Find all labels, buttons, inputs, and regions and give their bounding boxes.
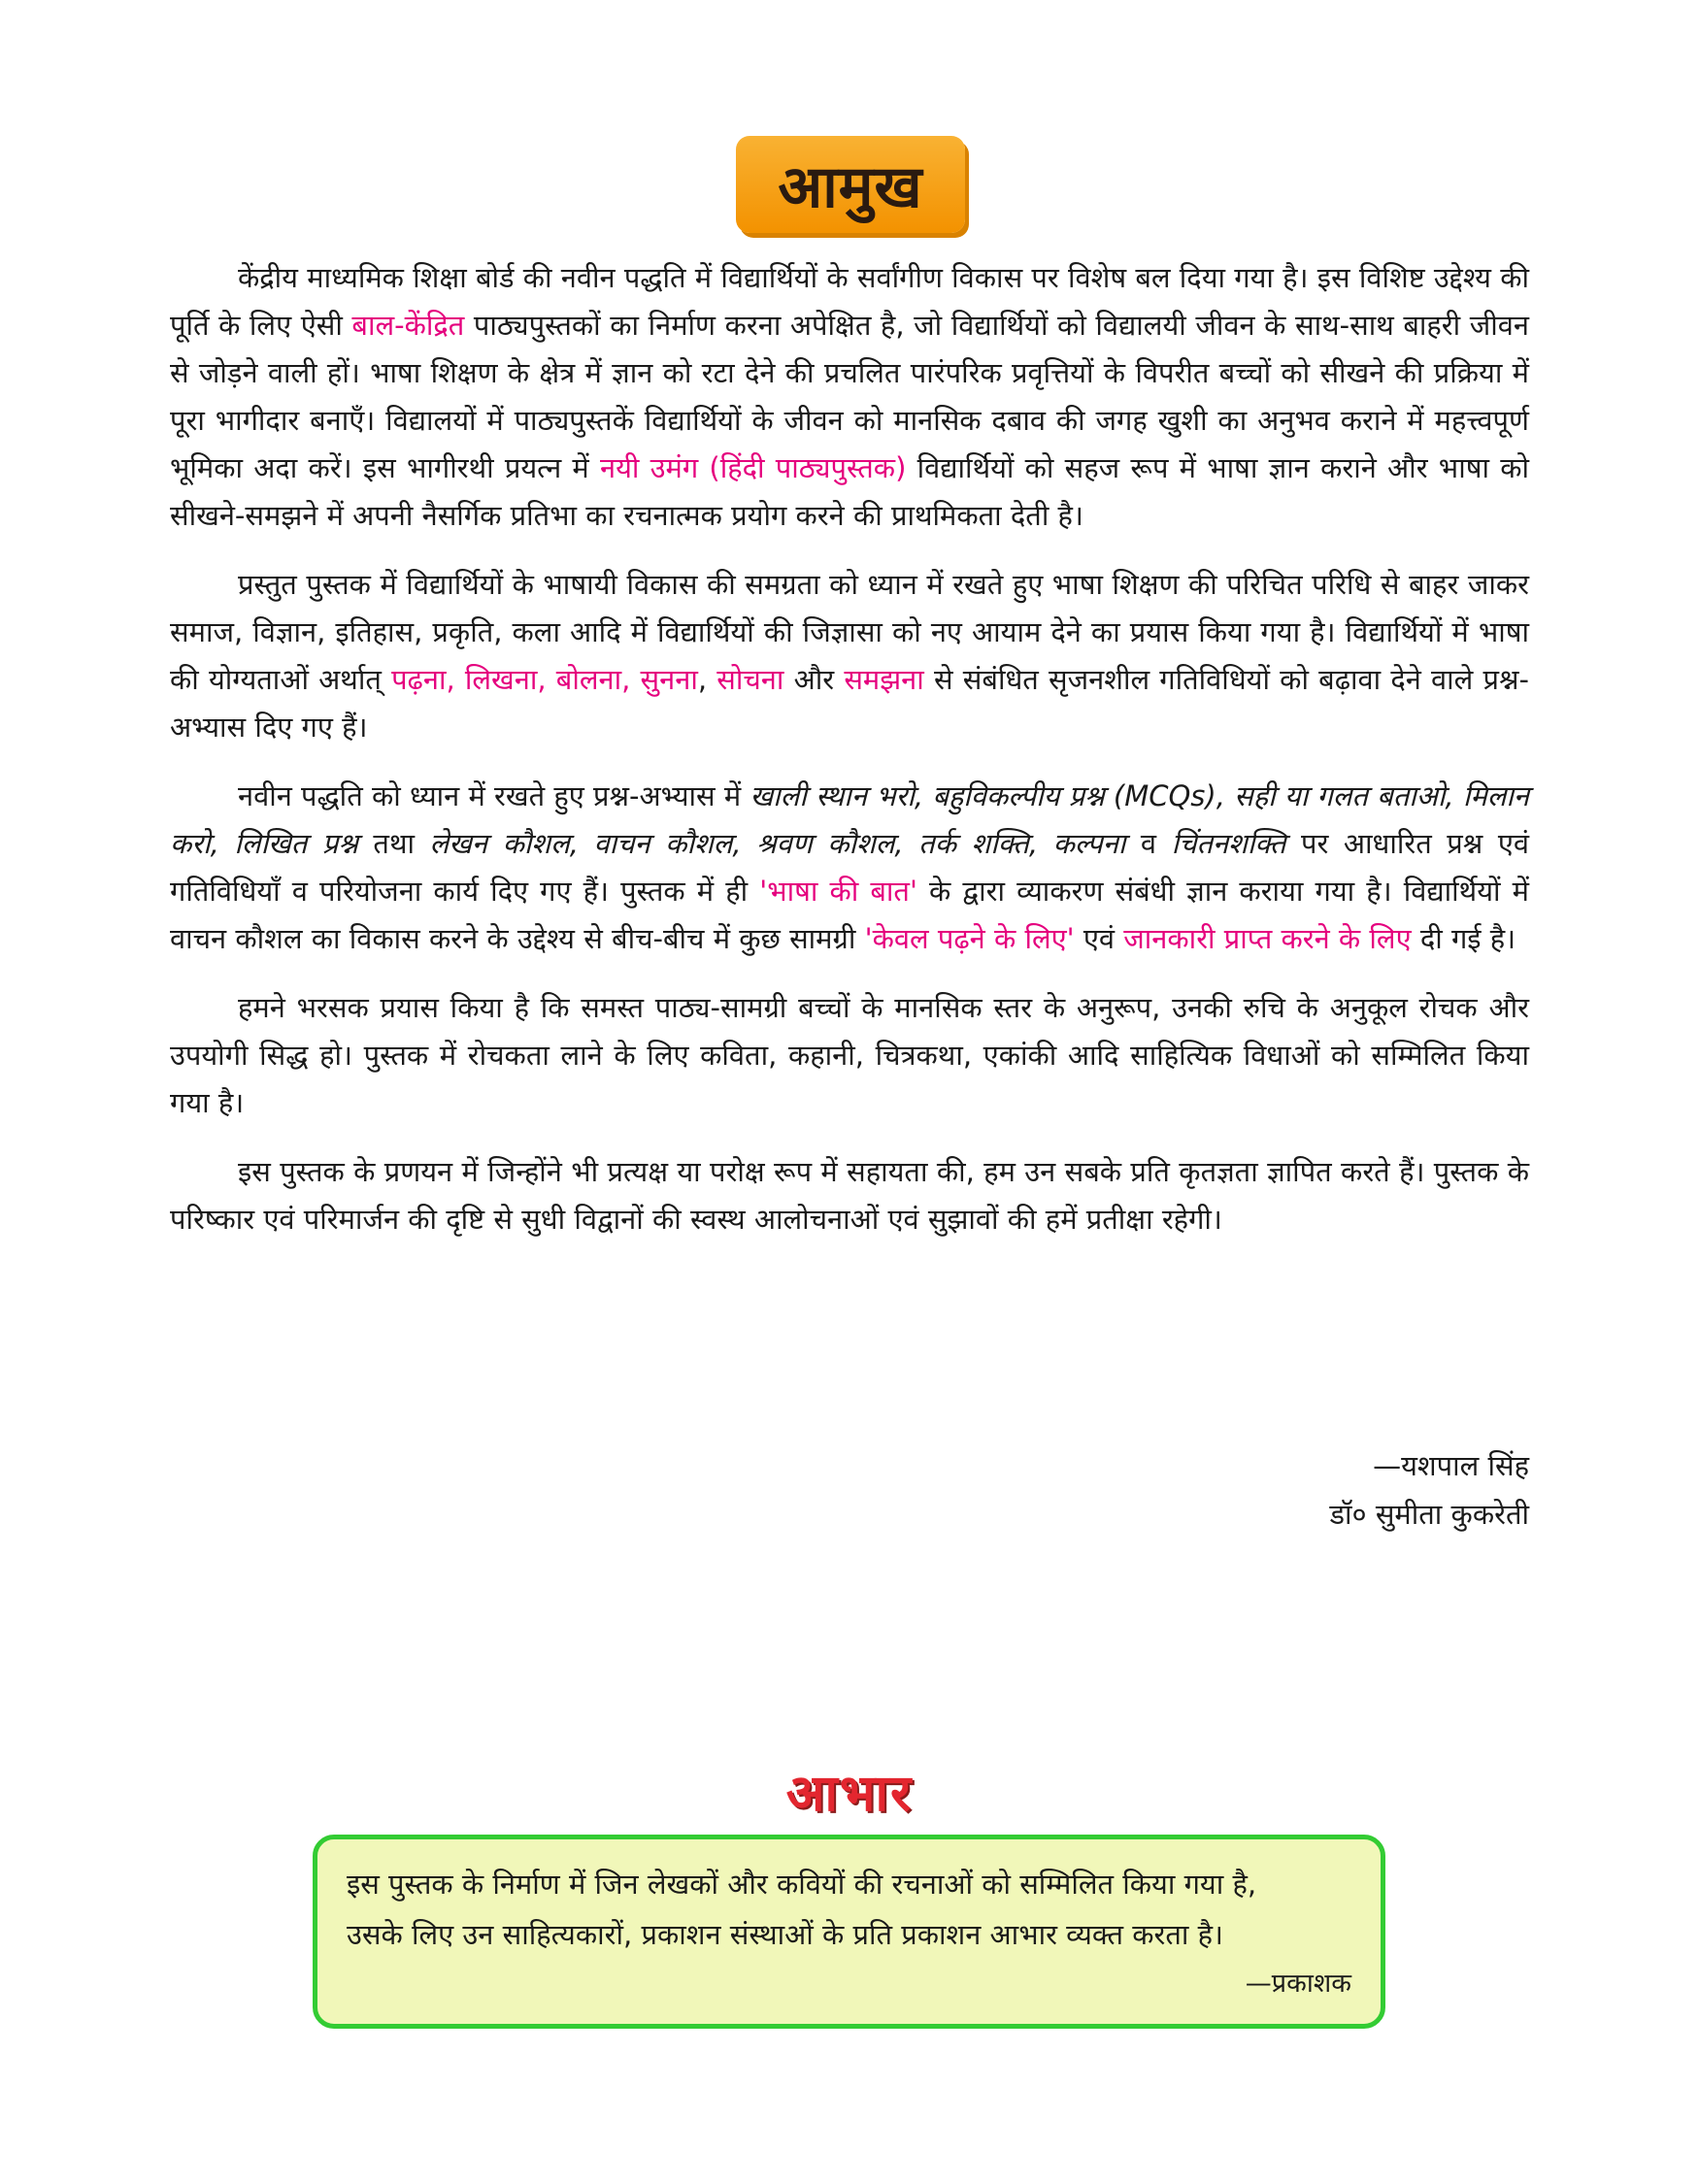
- acknowledgement-line-1: इस पुस्तक के निर्माण में जिन लेखकों और कवियों की रचनाओं को सम्मिलित किया गया है,: [347, 1868, 1257, 1901]
- foreword-paragraph-5: इस पुस्तक के प्रणयन में जिन्होंने भी प्रत्यक्ष या परोक्ष रूप में सहायता की, हम उन सबके प्रति कृतज्ञता ज्ञापित करते हैं। पुस्तक के परिष्कार एवं परिमार्जन की दृष्टि से सुधी विद्वानों की स्वस्थ आलोचनाओं एवं सुझावों की हमें प्रतीक्षा रहेगी।: [170, 1155, 1529, 1236]
- foreword-paragraph-4: हमने भरसक प्रयास किया है कि समस्त पाठ्य-सामग्री बच्चों के मानसिक स्तर के अनुरूप, उनकी रुचि के अनुकूल रोचक और उपयोगी सिद्ध हो। पुस्तक में रोचकता लाने के लिए कविता, कहानी, चित्रकथा, एकांकी आदि साहित्यिक विधाओं को सम्मिलित किया गया है।: [170, 991, 1529, 1119]
- acknowledgement-title: आभार: [785, 1764, 914, 1823]
- text-run: पर आधारित प्रश्न एवं गतिविधियाँ व परियोजना कार्य दिए गए हैं। पुस्तक में ही: [170, 827, 1529, 908]
- text-run: पाठ्यपुस्तकों का निर्माण करना अपेक्षित है, जो विद्यार्थियों को विद्यालयी जीवन के साथ-साथ बाहरी जीवन से जोड़ने वाली हों। भाषा शिक्षण के क्षेत्र में ज्ञान को रटा देने की प्रचलित पारंपरिक प्रवृत्तियों के विपरीत बच्चों को सीखने की प्रक्रिया में पूरा भागीदार बनाएँ। विद्यालयों में पाठ्यपुस्तकें विद्यार्थियों के जीवन को मानसिक दबाव की जगह खुशी का अनुभव कराने में महत्त्वपूर्ण भूमिका अदा करें। इस भागीरथी प्रयत्न में: [170, 309, 1529, 484]
- highlight-text: सोचना: [716, 663, 784, 696]
- highlight-text: बाल-केंद्रित: [351, 309, 465, 342]
- foreword-heading-badge: [736, 136, 965, 233]
- highlight-text: नयी उमंग (हिंदी पाठ्यपुस्तक): [599, 451, 907, 484]
- foreword-paragraph-1: [170, 254, 1529, 540]
- foreword-paragraph-2: [170, 561, 1529, 751]
- text-run: केंद्रीय माध्यमिक शिक्षा बोर्ड की नवीन पद्धति में विद्यार्थियों के सर्वांगीण विकास पर विशेष बल दिया गया है। इस विशिष्ट उद्देश्य की पूर्ति के लिए ऐसी: [170, 261, 1529, 342]
- highlight-text: 'भाषा की बात': [759, 875, 917, 908]
- acknowledgement-signature: —प्रकाशक: [1245, 1969, 1351, 1999]
- text-run: दी गई है।: [1411, 922, 1516, 955]
- acknowledgement-box: [313, 1835, 1385, 2029]
- text-run: से संबंधित सृजनशील गतिविधियों को बढ़ावा देने वाले प्रश्न-अभ्यास दिए गए हैं।: [170, 663, 1530, 744]
- italic-text: लेखन कौशल, वाचन कौशल, श्रवण कौशल, तर्क शक्ति, कल्पना: [429, 827, 1126, 860]
- text-run: ,: [697, 663, 717, 696]
- highlight-text: पढ़ना, लिखना, बोलना, सुनना: [391, 663, 698, 696]
- foreword-title: आमुख: [778, 153, 923, 221]
- foreword-body: [170, 254, 1529, 1265]
- italic-text: खाली स्थान भरो, बहुविकल्पीय प्रश्न (MCQs), सही या गलत बताओ, मिलान करो, लिखित प्रश्न: [170, 779, 1529, 860]
- text-run: व: [1125, 827, 1172, 860]
- highlight-text: जानकारी प्राप्त करने के लिए: [1123, 922, 1412, 955]
- text-run: के द्वारा व्याकरण संबंधी ज्ञान कराया गया है। विद्यार्थियों में वाचन कौशल का विकास करने के उद्देश्य से बीच-बीच में कुछ सामग्री: [170, 875, 1529, 955]
- text-run: एवं: [1074, 922, 1124, 955]
- text-run: और: [783, 663, 845, 696]
- text-run: विद्यार्थियों को सहज रूप में भाषा ज्ञान कराने और भाषा को सीखने-समझने में अपनी नैसर्गिक प्रतिभा का रचनात्मक प्रयोग करने की प्राथमिकता देती है।: [170, 451, 1529, 532]
- italic-text: चिंतनशक्ति: [1171, 827, 1286, 860]
- text-run: प्रस्तुत पुस्तक में विद्यार्थियों के भाषायी विकास की समग्रता को ध्यान में रखते हुए भाषा शिक्षण की परिचित परिधि से बाहर जाकर समाज, विज्ञान, इतिहास, प्रकृति, कला आदि में विद्यार्थियों की जिज्ञासा को नए आयाम देने का प्रयास किया गया है। विद्यार्थियों में भाषा की योग्यताओं अर्थात्: [170, 568, 1529, 696]
- highlight-text: समझना: [844, 663, 924, 696]
- highlight-text: 'केवल पढ़ने के लिए': [864, 922, 1075, 955]
- text-run: नवीन पद्धति को ध्यान में रखते हुए प्रश्न-अभ्यास में: [238, 779, 750, 812]
- foreword-paragraph-3: [170, 773, 1529, 963]
- signature-author-1: —यशपाल सिंह: [1373, 1449, 1529, 1482]
- text-run: तथा: [357, 827, 430, 860]
- acknowledgement-line-2: उसके लिए उन साहित्यकारों, प्रकाशन संस्थाओं के प्रति प्रकाशन आभार व्यक्त करता है।: [347, 1918, 1223, 1951]
- signature-author-2: डॉ० सुमीता कुकरेती: [1329, 1498, 1529, 1531]
